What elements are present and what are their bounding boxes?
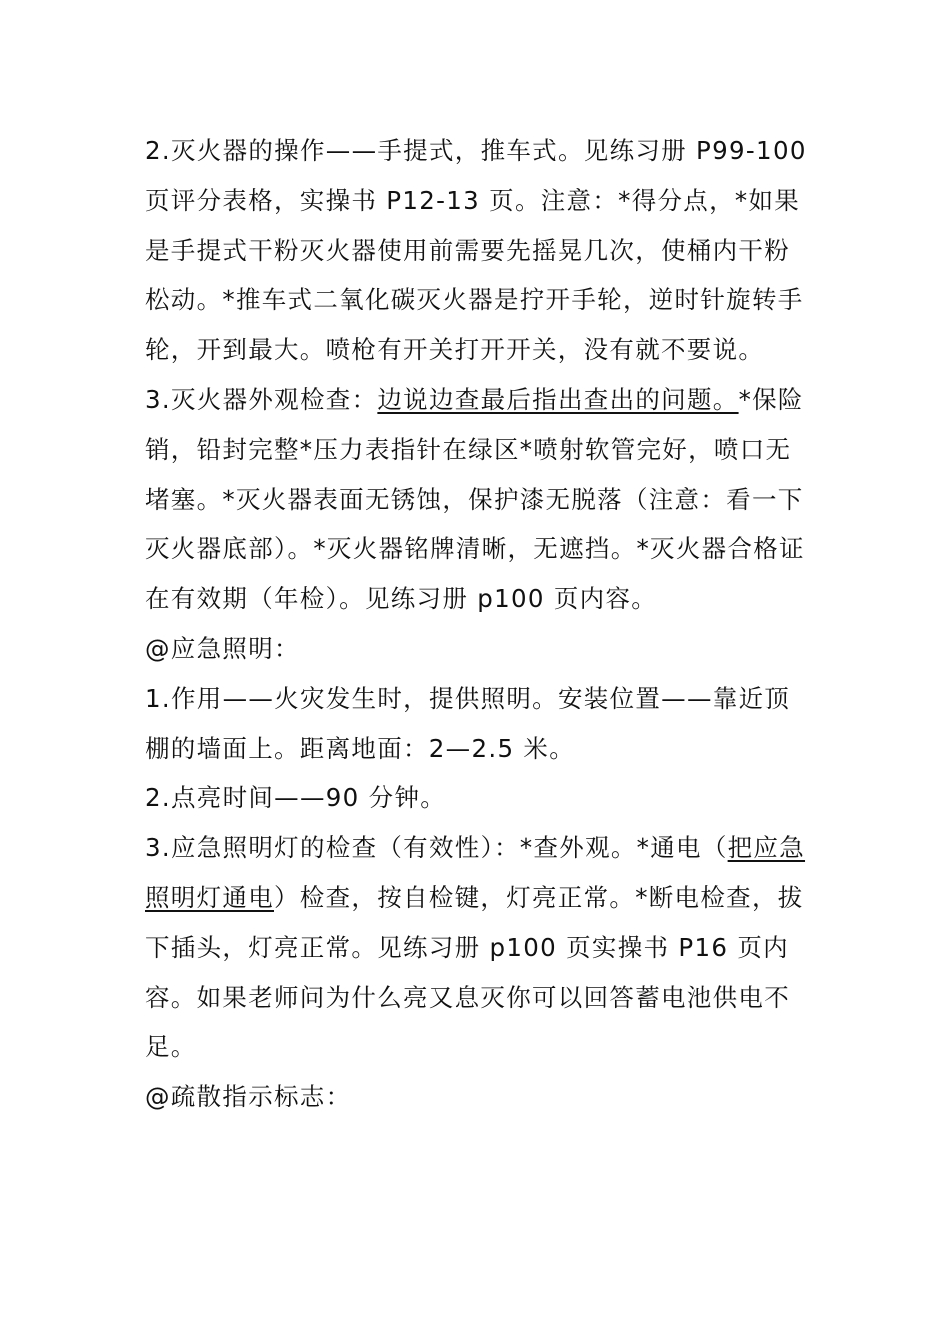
document-body [145, 126, 810, 1122]
text-segment: 1.作用——火灾发生时，提供照明。安装位置——靠近顶棚的墙面上。距离地面：2—2.5 米。 [145, 683, 791, 763]
text-segment: 2.灭火器的操作——手提式，推车式。见练习册 P99-100 页评分表格，实操书 P12-13 页。注意：*得分点，*如果是手提式干粉灭火器使用前需要先摇晃几次，使桶内干粉松动。*推车式二氧化碳灭火器是拧开手轮，逆时针旋转手轮，开到最大。喷枪有开关打开开关，没有就不要说。 [145, 136, 807, 365]
text-segment: *保险销，铅封完整*压力表指针在绿区*喷射软管完好，喷口无堵塞。*灭火器表面无锈蚀，保护漆无脱落（注意：看一下灭火器底部）。*灭火器铭牌清晰，无遮挡。*灭火器合格证在有效期（年检）。见练习册 p100 页内容。 [145, 384, 805, 614]
heading-emergency-lighting [145, 624, 810, 674]
paragraph-emergency-lighting-duration [145, 773, 810, 823]
text-segment: ）检查，按自检键，灯亮正常。*断电检查，拔下插头，灯亮正常。见练习册 p100 页实操书 P16 页内容。如果老师问为什么亮又息灭你可以回答蓄电池供电不足。 [145, 882, 804, 1062]
text-segment: @应急照明： [145, 633, 300, 663]
paragraph-extinguisher-inspection [145, 375, 810, 624]
underlined-text-segment: 边说边查最后指出查出的问题。 [377, 384, 739, 414]
heading-evacuation-signs [145, 1072, 810, 1122]
paragraph-emergency-lighting-function [145, 674, 810, 774]
text-segment: @疏散指示标志： [145, 1082, 352, 1112]
paragraph-extinguisher-operation [145, 126, 810, 375]
paragraph-emergency-lighting-check [145, 823, 810, 1072]
text-segment: 2.点亮时间——90 分钟。 [145, 783, 447, 813]
underlined-text-segment: 把应急照明灯通电 [145, 833, 806, 912]
text-segment: 3.灭火器外观检查： [145, 384, 378, 414]
text-segment: 3.应急照明灯的检查（有效性）：*查外观。*通电（ [145, 833, 728, 863]
